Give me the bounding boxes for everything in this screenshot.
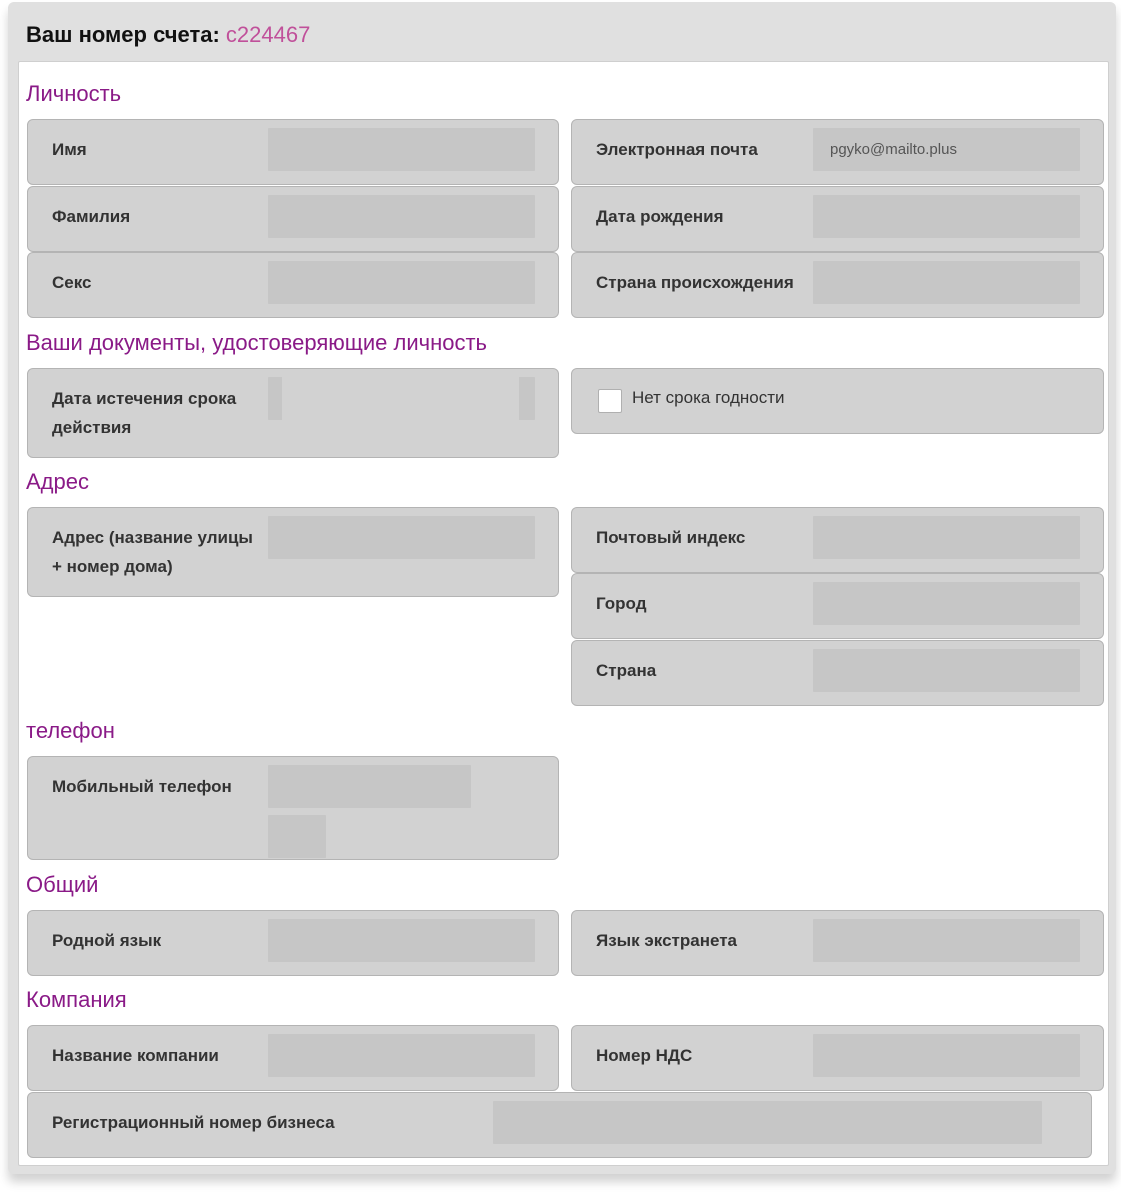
mobile-label: Мобильный телефон bbox=[52, 777, 232, 796]
vat-number-label: Номер НДС bbox=[596, 1046, 693, 1065]
email-label: Электронная почта bbox=[596, 140, 758, 159]
last-name-label: Фамилия bbox=[52, 207, 131, 226]
mobile-card bbox=[27, 756, 559, 860]
country-input[interactable] bbox=[813, 649, 1080, 692]
street-label-line1: Адрес (название улицы bbox=[52, 528, 253, 547]
sex-card bbox=[27, 252, 559, 318]
street-card bbox=[27, 507, 559, 597]
city-label: Город bbox=[596, 594, 647, 613]
vat-number-card bbox=[571, 1025, 1104, 1091]
section-title-address: Адрес bbox=[26, 469, 89, 494]
first-name-label: Имя bbox=[52, 140, 87, 159]
email-card bbox=[571, 119, 1104, 185]
birth-date-input[interactable] bbox=[813, 195, 1080, 238]
extranet-language-card bbox=[571, 910, 1104, 976]
expiry-date-card bbox=[27, 368, 559, 458]
no-expiry-checkbox[interactable] bbox=[598, 389, 622, 413]
first-name-input[interactable] bbox=[268, 128, 535, 171]
extranet-language-input[interactable] bbox=[813, 919, 1080, 962]
account-label: Ваш номер счета: bbox=[26, 22, 220, 47]
extranet-language-label: Язык экстранета bbox=[596, 931, 737, 950]
street-label-line2: + номер дома) bbox=[52, 557, 173, 576]
business-reg-label: Регистрационный номер бизнеса bbox=[52, 1113, 335, 1132]
first-name-card bbox=[27, 119, 559, 185]
company-name-card bbox=[27, 1025, 559, 1091]
mobile-extra-input[interactable] bbox=[268, 815, 326, 858]
country-card bbox=[571, 640, 1104, 706]
mobile-input[interactable] bbox=[268, 765, 471, 808]
country-of-origin-label: Страна происхождения bbox=[596, 273, 794, 292]
account-number: c224467 bbox=[225, 22, 311, 47]
company-name-input[interactable] bbox=[268, 1034, 535, 1077]
postal-code-input[interactable] bbox=[813, 516, 1080, 559]
sex-label: Секс bbox=[52, 273, 92, 292]
business-reg-input[interactable] bbox=[493, 1101, 1042, 1144]
expiry-date-label-line1: Дата истечения срока bbox=[52, 389, 237, 408]
vat-number-input[interactable] bbox=[813, 1034, 1080, 1077]
expiry-date-label-line2: действия bbox=[52, 418, 132, 437]
postal-code-card bbox=[571, 507, 1104, 573]
account-header bbox=[26, 22, 310, 48]
postal-code-label: Почтовый индекс bbox=[596, 528, 746, 547]
native-language-input[interactable] bbox=[268, 919, 535, 962]
native-language-card bbox=[27, 910, 559, 976]
section-title-phone: телефон bbox=[26, 718, 115, 743]
sex-input[interactable] bbox=[268, 261, 535, 304]
expiry-date-input-inner bbox=[282, 377, 519, 420]
email-input[interactable]: pgyko@mailto.plus bbox=[813, 128, 1080, 171]
country-label: Страна bbox=[596, 661, 657, 680]
last-name-card bbox=[27, 186, 559, 252]
expiry-date-input[interactable] bbox=[268, 377, 535, 420]
section-title-general: Общий bbox=[26, 872, 99, 897]
city-card bbox=[571, 573, 1104, 639]
country-of-origin-input[interactable] bbox=[813, 261, 1080, 304]
street-input[interactable] bbox=[268, 516, 535, 559]
profile-form-panel bbox=[18, 61, 1109, 1166]
last-name-input[interactable] bbox=[268, 195, 535, 238]
birth-date-label: Дата рождения bbox=[596, 207, 724, 226]
native-language-label: Родной язык bbox=[52, 931, 162, 950]
section-title-company: Компания bbox=[26, 987, 127, 1012]
section-title-personal: Личность bbox=[26, 81, 122, 106]
country-of-origin-card bbox=[571, 252, 1104, 318]
no-expiry-label[interactable]: Нет срока годности bbox=[632, 388, 785, 407]
company-name-label: Название компании bbox=[52, 1046, 219, 1065]
birth-date-card bbox=[571, 186, 1104, 252]
city-input[interactable] bbox=[813, 582, 1080, 625]
business-reg-card bbox=[27, 1092, 1092, 1158]
section-title-documents: Ваши документы, удостоверяющие личность bbox=[26, 330, 488, 355]
no-expiry-card bbox=[571, 368, 1104, 434]
